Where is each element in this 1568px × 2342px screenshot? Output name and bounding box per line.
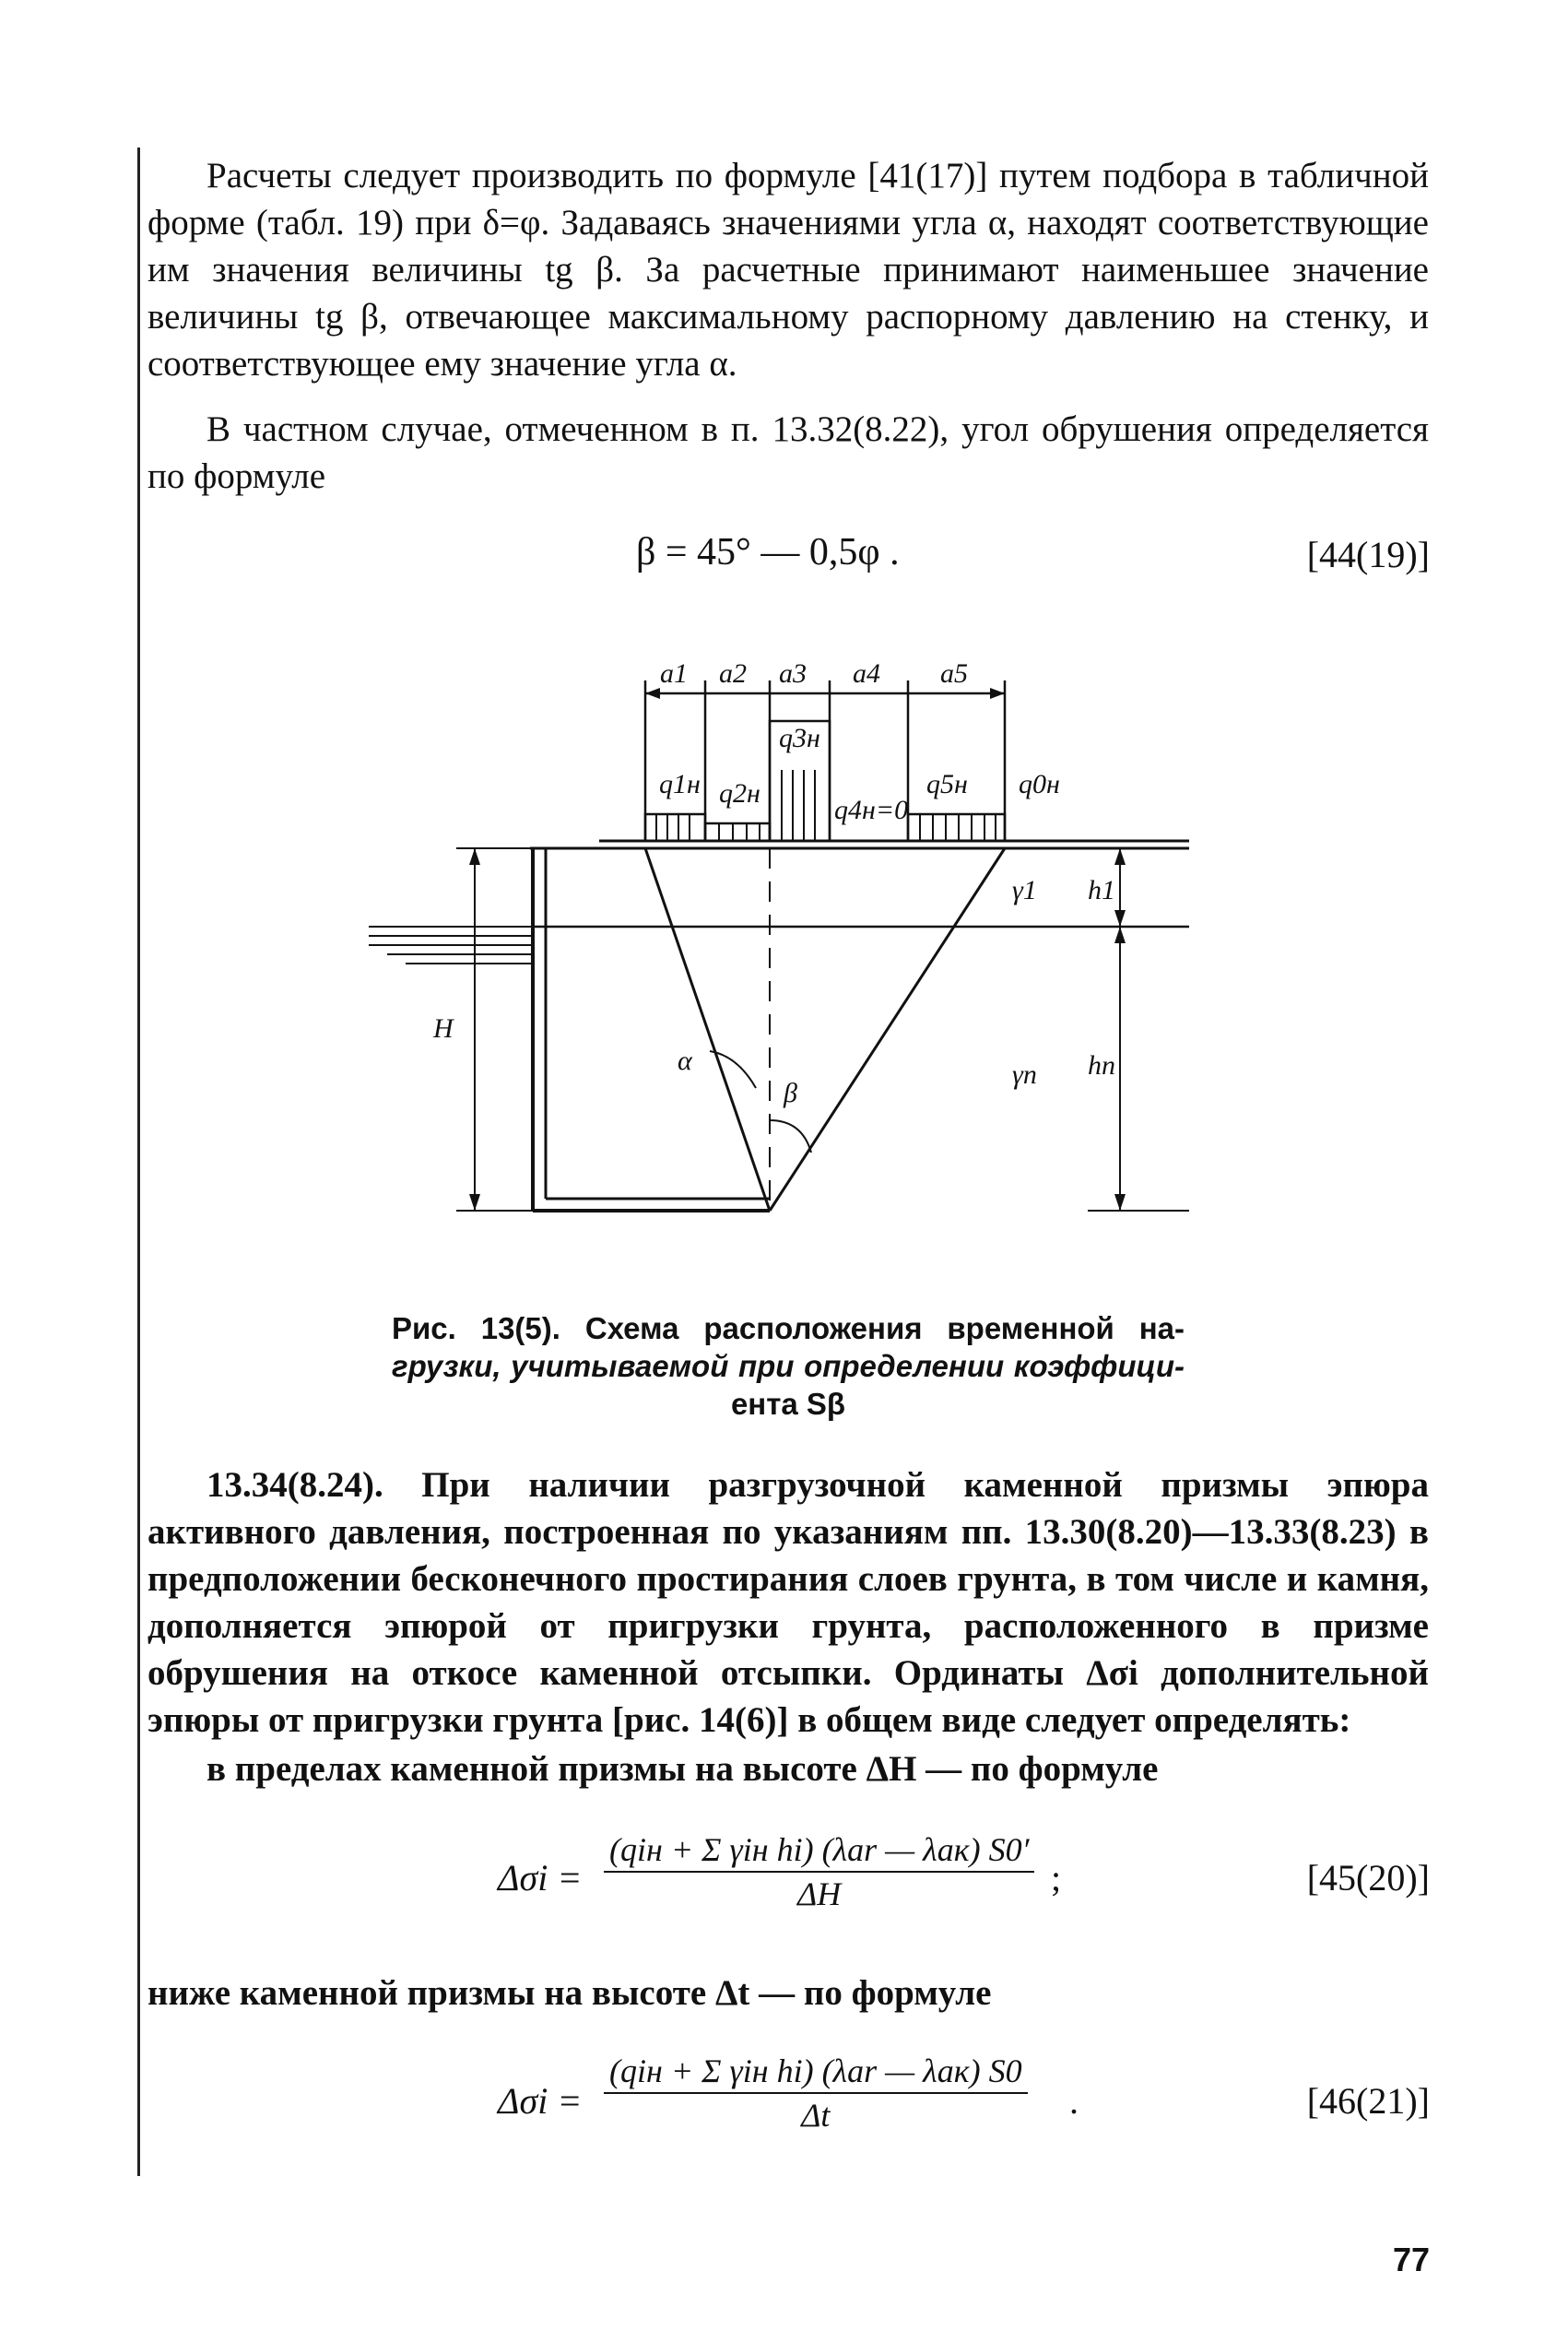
equation-45-tail: ; xyxy=(1051,1857,1062,1898)
caption-line-2: грузки, учитываемой при определении коэффици- xyxy=(392,1349,1185,1383)
equation-46-number: [46(21)] xyxy=(1306,2080,1430,2122)
paragraph-3: 13.34(8.24). При наличии разгрузочной каменной призмы эпюра активного давления, построенная по указаниям пп. 13.30(8.20)—13.33(8.23) в предположении бесконечного простирания слоев грунта, в том числе и камня, дополняется эпюрой от пригрузки грунта, расположенного в призме обрушения на откосе каменной отсыпки. Ординаты Δσi дополнительной эпюры от пригрузки грунта [рис. 14(6)] в общем виде следует определять: xyxy=(147,1465,1429,1740)
equation-44: β = 45° — 0,5φ . xyxy=(636,531,900,574)
label-a3: a3 xyxy=(779,658,807,689)
label-q5: q5н xyxy=(926,769,968,799)
label-a1: a1 xyxy=(660,658,688,689)
figure-caption xyxy=(392,1309,1185,1423)
caption-line-1: Рис. 13(5). Схема расположения временной на- xyxy=(392,1311,1185,1345)
label-q1: q1н xyxy=(659,769,701,799)
equation-45-lhs: Δσi = xyxy=(498,1857,583,1898)
equation-46-fraction xyxy=(604,2052,1028,2135)
equation-44-number: [44(19)] xyxy=(1306,534,1430,575)
equation-46-lhs: Δσi = xyxy=(498,2080,583,2122)
label-q4: q4н=0 xyxy=(834,795,909,825)
label-a4: a4 xyxy=(853,658,880,689)
paragraph-1: Расчеты следует производить по формуле [41(17)] путем подбора в табличной форме (табл. 19) при δ=φ. Задаваясь значениями угла α, находят соответствующие им значения величины tg β. За расчетные принимают наименьшее значение величины tg β, отвечающее максимальному распорному давлению на стенку, и соответствующее ему значение угла α. xyxy=(147,156,1429,384)
equation-45-denominator: ΔH xyxy=(797,1875,842,1912)
label-beta: β xyxy=(784,1078,797,1108)
label-q0: q0н xyxy=(1019,769,1060,799)
equation-46-numerator: (qiн + Σ γiн hi) (λar — λaк) S0 xyxy=(604,2052,1028,2094)
paragraph-4: в пределах каменной призмы на высоте ΔH — по формуле xyxy=(206,1749,1159,1789)
paragraph-5: ниже каменной призмы на высоте Δt — по формуле xyxy=(147,1973,992,2013)
label-a5: a5 xyxy=(940,658,968,689)
equation-46-tail: . xyxy=(1069,2080,1079,2122)
label-H: H xyxy=(433,1013,454,1044)
label-gamman: γn xyxy=(1012,1059,1037,1090)
equation-45-fraction xyxy=(604,1830,1034,1913)
label-a2: a2 xyxy=(719,658,747,689)
page-number: 77 xyxy=(1392,2241,1430,2278)
equation-46-denominator: Δt xyxy=(801,2097,831,2134)
equation-45-number: [45(20)] xyxy=(1306,1857,1430,1898)
label-h1: h1 xyxy=(1088,875,1115,905)
label-q3: q3н xyxy=(779,723,820,753)
equation-45-numerator: (qiн + Σ γiн hi) (λar — λaк) S0′ xyxy=(604,1830,1034,1873)
label-alpha: α xyxy=(678,1046,692,1076)
label-q2: q2н xyxy=(719,778,760,809)
label-gamma1: γ1 xyxy=(1012,875,1037,905)
label-hn: hn xyxy=(1088,1050,1115,1081)
paragraph-2: В частном случае, отмеченном в п. 13.32(8.22), угол обрушения определяется по формуле xyxy=(147,409,1429,496)
caption-line-3: ента Sβ xyxy=(730,1387,846,1421)
